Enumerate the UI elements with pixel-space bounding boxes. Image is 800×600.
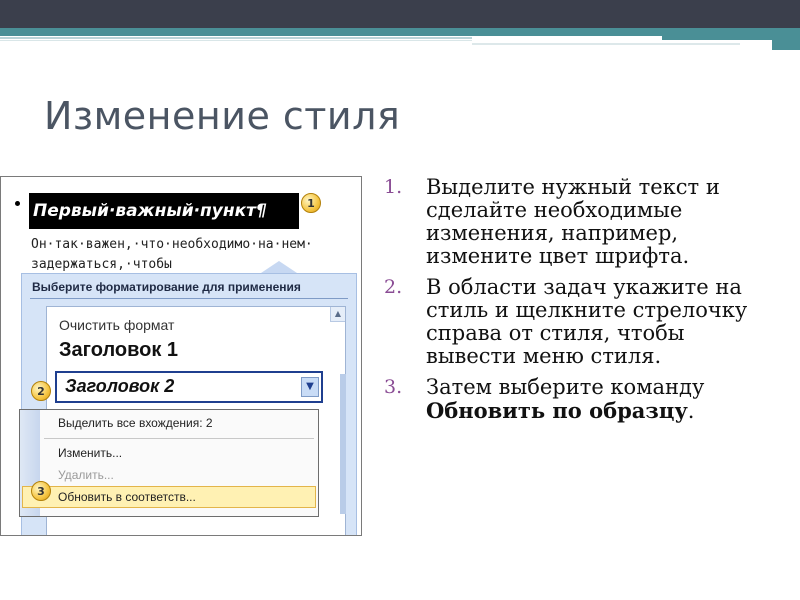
step-badge-2: 2 (31, 381, 51, 401)
menu-item-select-all[interactable]: Выделить все вхождения: 2 (58, 416, 213, 430)
chevron-down-icon[interactable]: ▼ (301, 377, 319, 397)
style-item-heading2[interactable] (55, 371, 323, 403)
pane-pointer (261, 261, 297, 273)
step-text-part: Затем выберите команду (426, 375, 705, 399)
step-badge-3: 3 (31, 481, 51, 501)
body-line: Он·так·важен,·что·необходимо·на·нем· (31, 237, 313, 252)
style-item-heading1[interactable]: Заголовок 1 (59, 339, 179, 361)
banner-line (0, 37, 472, 39)
step-number: 2. (384, 276, 403, 298)
step-text: Выделите нужный текст и сделайте необходимые изменения, например, измените цвет шрифта. (426, 175, 720, 268)
scroll-up-icon[interactable]: ▲ (330, 307, 345, 322)
banner-line (0, 40, 472, 41)
steps-list (384, 176, 774, 431)
step-text (426, 376, 774, 423)
step-text: В области задач укажите на стиль и щелкните стрелочку справа от стиля, чтобы вывести меню стиля. (426, 275, 748, 368)
style-item-clear[interactable]: Очистить формат (59, 317, 175, 333)
banner-corner-block (772, 28, 800, 50)
word-screenshot (0, 176, 362, 536)
banner-accent-block (662, 28, 772, 40)
step-item (384, 376, 774, 423)
step-item (384, 176, 774, 268)
menu-item-delete: Удалить... (58, 468, 114, 482)
step-command-name: Обновить по образцу (426, 398, 688, 423)
banner-line (472, 43, 740, 45)
style-item-heading2-label: Заголовок 2 (65, 376, 175, 396)
selected-heading-text: Первый·важный·пункт¶ (29, 193, 299, 229)
step-number: 3. (384, 376, 403, 398)
document-body-text (31, 235, 351, 275)
step-number: 1. (384, 176, 403, 198)
top-banner (0, 0, 800, 28)
step-badge-1: 1 (301, 193, 321, 213)
pane-divider (30, 298, 348, 299)
style-context-menu (19, 409, 319, 517)
pane-shadow (340, 374, 346, 514)
pane-header: Выберите форматирование для применения (32, 280, 301, 294)
menu-item-modify[interactable]: Изменить... (58, 446, 123, 460)
menu-item-update[interactable]: Обновить в соответств... (58, 490, 196, 504)
step-text-part: . (687, 399, 695, 423)
menu-divider (44, 438, 314, 439)
body-line: задержаться,·чтобы (31, 257, 172, 272)
step-item (384, 276, 774, 368)
slide-title: Изменение стиля (44, 94, 401, 138)
paragraph-bullet (15, 201, 20, 206)
